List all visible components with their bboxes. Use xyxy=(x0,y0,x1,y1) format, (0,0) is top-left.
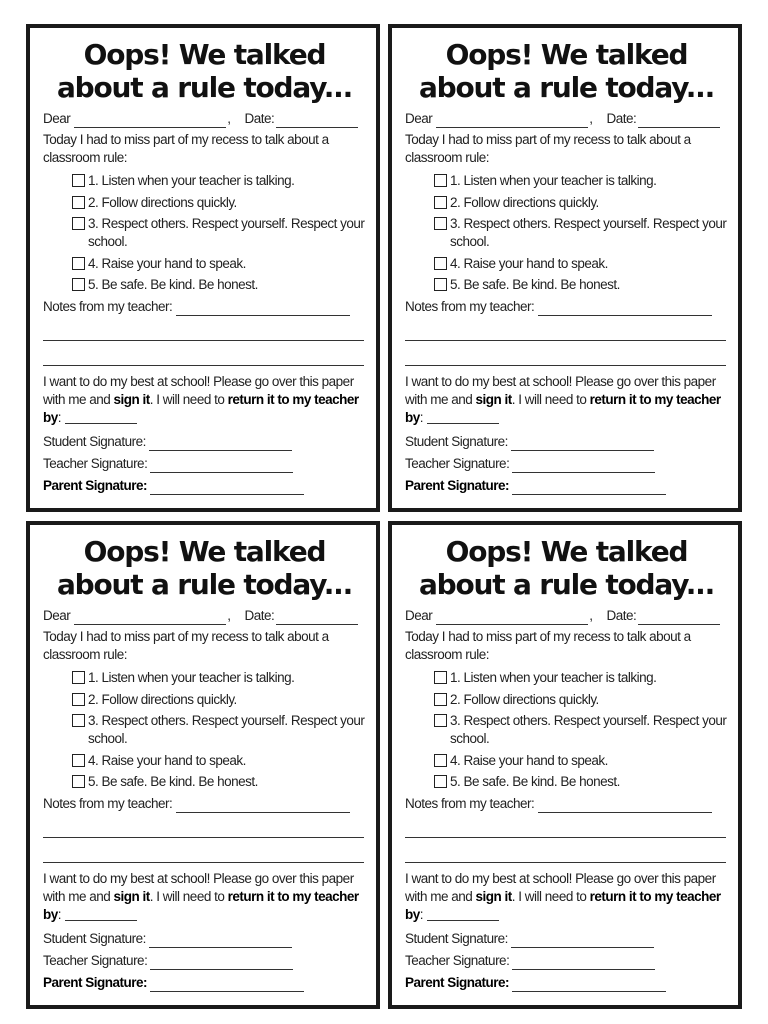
notes-label: Notes from my teacher: xyxy=(405,795,535,811)
notes-line-1[interactable] xyxy=(405,316,726,341)
checkbox[interactable] xyxy=(72,693,85,706)
student-signature-row xyxy=(405,433,728,451)
intro-text: Today I had to miss part of my recess to talk about a classroom rule: xyxy=(405,629,691,662)
closing-text xyxy=(405,373,728,427)
dear-blank[interactable] xyxy=(436,114,588,128)
rule-text: 3. Respect others. Respect yourself. Respect your school. xyxy=(450,713,727,746)
closing-part-1: I want to do my best at school! Please go over this paper with me and xyxy=(43,373,354,407)
dear-date-row: Dear , Date: xyxy=(405,607,728,625)
checkbox[interactable] xyxy=(434,196,447,209)
rule-item xyxy=(72,752,366,770)
notes-label: Notes from my teacher: xyxy=(405,298,535,314)
parent-signature-label: Parent Signature: xyxy=(43,974,148,990)
return-date-blank[interactable] xyxy=(65,410,137,424)
rule-item xyxy=(434,172,728,190)
notes-blank[interactable] xyxy=(538,799,712,813)
checkbox[interactable] xyxy=(72,754,85,767)
parent-signature-row xyxy=(405,974,728,992)
closing-part-3: : xyxy=(57,906,62,922)
student-signature-label: Student Signature: xyxy=(43,433,146,449)
checkbox[interactable] xyxy=(72,671,85,684)
checkbox[interactable] xyxy=(72,775,85,788)
teacher-signature-blank[interactable] xyxy=(150,459,293,473)
checkbox[interactable] xyxy=(72,257,85,270)
teacher-signature-label: Teacher Signature: xyxy=(405,952,510,968)
checkbox[interactable] xyxy=(72,174,85,187)
closing-text xyxy=(43,870,366,924)
rule-item xyxy=(72,194,366,212)
return-date-blank[interactable] xyxy=(427,907,499,921)
parent-signature-label: Parent Signature: xyxy=(405,974,510,990)
rule-text: 5. Be safe. Be kind. Be honest. xyxy=(450,277,620,292)
rule-text: 4. Raise your hand to speak. xyxy=(88,255,246,271)
rule-text: 2. Follow directions quickly. xyxy=(450,194,599,210)
notes-blank[interactable] xyxy=(176,799,350,813)
note-title: Oops! We talked about a rule today... xyxy=(418,535,715,601)
rule-text: 1. Listen when your teacher is talking. xyxy=(88,173,295,188)
checkbox[interactable] xyxy=(434,754,447,767)
rule-list xyxy=(434,669,728,791)
student-signature-row xyxy=(43,433,366,451)
teacher-signature-label: Teacher Signature: xyxy=(43,952,148,968)
checkbox[interactable] xyxy=(434,693,447,706)
note-card-bottom-left xyxy=(26,521,380,1009)
checkbox[interactable] xyxy=(434,671,447,684)
rule-item xyxy=(72,255,366,273)
checkbox[interactable] xyxy=(434,714,447,727)
student-signature-blank[interactable] xyxy=(511,437,654,451)
date-blank[interactable] xyxy=(276,611,358,625)
rule-text: 3. Respect others. Respect yourself. Respect your school. xyxy=(88,216,365,249)
rule-item xyxy=(434,712,728,748)
dear-blank[interactable] xyxy=(74,114,226,128)
rule-text: 5. Be safe. Be kind. Be honest. xyxy=(88,277,258,292)
note-title: Oops! We talked about a rule today... xyxy=(418,38,715,104)
date-label: Date: xyxy=(244,608,275,623)
rule-text: 4. Raise your hand to speak. xyxy=(88,752,246,768)
checkbox[interactable] xyxy=(434,257,447,270)
rule-item xyxy=(434,752,728,770)
parent-signature-blank[interactable] xyxy=(512,978,666,992)
teacher-signature-row xyxy=(43,455,366,473)
date-blank[interactable] xyxy=(276,114,358,128)
parent-signature-row xyxy=(43,477,366,495)
intro-text: Today I had to miss part of my recess to talk about a classroom rule: xyxy=(43,132,329,165)
note-title: Oops! We talked about a rule today... xyxy=(56,535,353,601)
date-label: Date: xyxy=(244,111,275,126)
rule-item xyxy=(72,712,366,748)
rule-text: 3. Respect others. Respect yourself. Respect your school. xyxy=(450,216,727,249)
closing-part-1: I want to do my best at school! Please go over this paper with me and xyxy=(43,870,354,904)
date-blank[interactable] xyxy=(638,114,720,128)
return-by-text: return it to my teacher by xyxy=(43,888,359,922)
parent-signature-blank[interactable] xyxy=(512,481,666,495)
intro-text: Today I had to miss part of my recess to talk about a classroom rule: xyxy=(405,132,691,165)
checkbox[interactable] xyxy=(434,174,447,187)
closing-part-2: . I will need to xyxy=(149,888,228,904)
closing-part-3: : xyxy=(419,409,424,425)
rule-item xyxy=(434,255,728,273)
teacher-signature-row xyxy=(405,455,728,473)
teacher-signature-blank[interactable] xyxy=(512,956,655,970)
closing-part-2: . I will need to xyxy=(511,391,590,407)
note-card-top-right xyxy=(388,24,742,512)
return-by-text: return it to my teacher by xyxy=(405,888,721,922)
notes-label: Notes from my teacher: xyxy=(43,795,173,811)
rule-item xyxy=(72,773,366,791)
rule-text: 1. Listen when your teacher is talking. xyxy=(450,173,657,188)
rule-text: 1. Listen when your teacher is talking. xyxy=(450,670,657,685)
rule-item xyxy=(72,172,366,190)
checkbox[interactable] xyxy=(434,775,447,788)
rule-item xyxy=(434,773,728,791)
parent-signature-row xyxy=(43,974,366,992)
closing-text xyxy=(405,870,728,924)
dear-date-row: Dear , Date: xyxy=(43,110,366,128)
teacher-signature-label: Teacher Signature: xyxy=(405,455,510,471)
notes-label: Notes from my teacher: xyxy=(43,298,173,314)
teacher-signature-blank[interactable] xyxy=(150,956,293,970)
return-date-blank[interactable] xyxy=(65,907,137,921)
student-signature-row xyxy=(43,930,366,948)
rule-item xyxy=(434,669,728,687)
checkbox[interactable] xyxy=(434,278,447,291)
rule-text: 2. Follow directions quickly. xyxy=(88,691,237,707)
note-card-top-left xyxy=(26,24,380,512)
rule-text: 3. Respect others. Respect yourself. Respect your school. xyxy=(88,713,365,746)
sign-it-text: sign it xyxy=(475,888,512,904)
date-label: Date: xyxy=(606,608,637,623)
rule-item xyxy=(434,194,728,212)
sign-it-text: sign it xyxy=(113,888,150,904)
dear-label: Dear xyxy=(43,608,71,623)
notes-line-2[interactable] xyxy=(43,341,364,366)
student-signature-blank[interactable] xyxy=(511,934,654,948)
notes-line-1[interactable] xyxy=(43,316,364,341)
teacher-signature-row xyxy=(405,952,728,970)
closing-text xyxy=(43,373,366,427)
rule-text: 2. Follow directions quickly. xyxy=(450,691,599,707)
closing-part-2: . I will need to xyxy=(511,888,590,904)
notes-row xyxy=(43,795,366,813)
notes-line-2[interactable] xyxy=(43,838,364,863)
dear-blank[interactable] xyxy=(74,611,226,625)
teacher-signature-row xyxy=(43,952,366,970)
notes-line-1[interactable] xyxy=(43,813,364,838)
rule-item xyxy=(434,691,728,709)
dear-label: Dear xyxy=(405,608,433,623)
dear-label: Dear xyxy=(405,111,433,126)
closing-part-3: : xyxy=(57,409,62,425)
date-blank[interactable] xyxy=(638,611,720,625)
notes-row xyxy=(405,298,728,316)
rule-list xyxy=(72,669,366,791)
rule-item xyxy=(72,276,366,294)
notes-row xyxy=(43,298,366,316)
student-signature-label: Student Signature: xyxy=(405,930,508,946)
closing-part-3: : xyxy=(419,906,424,922)
rule-text: 5. Be safe. Be kind. Be honest. xyxy=(450,774,620,789)
student-signature-label: Student Signature: xyxy=(405,433,508,449)
rule-text: 5. Be safe. Be kind. Be honest. xyxy=(88,774,258,789)
notes-blank[interactable] xyxy=(538,302,712,316)
return-by-text: return it to my teacher by xyxy=(43,391,359,425)
parent-signature-row xyxy=(405,477,728,495)
dear-date-row: Dear , Date: xyxy=(43,607,366,625)
rule-item xyxy=(72,669,366,687)
parent-signature-label: Parent Signature: xyxy=(43,477,148,493)
date-label: Date: xyxy=(606,111,637,126)
closing-part-1: I want to do my best at school! Please go over this paper with me and xyxy=(405,870,716,904)
checkbox[interactable] xyxy=(72,196,85,209)
rule-item xyxy=(72,215,366,251)
return-by-text: return it to my teacher by xyxy=(405,391,721,425)
checkbox[interactable] xyxy=(72,714,85,727)
parent-signature-blank[interactable] xyxy=(150,978,304,992)
note-card-bottom-right xyxy=(388,521,742,1009)
parent-signature-blank[interactable] xyxy=(150,481,304,495)
rule-text: 1. Listen when your teacher is talking. xyxy=(88,670,295,685)
checkbox[interactable] xyxy=(72,217,85,230)
rule-list xyxy=(72,172,366,294)
dear-date-row: Dear , Date: xyxy=(405,110,728,128)
closing-part-2: . I will need to xyxy=(149,391,228,407)
rule-item xyxy=(434,215,728,251)
sign-it-text: sign it xyxy=(475,391,512,407)
checkbox[interactable] xyxy=(434,217,447,230)
notes-line-1[interactable] xyxy=(405,813,726,838)
rule-list xyxy=(434,172,728,294)
rule-text: 2. Follow directions quickly. xyxy=(88,194,237,210)
rule-text: 4. Raise your hand to speak. xyxy=(450,255,608,271)
student-signature-label: Student Signature: xyxy=(43,930,146,946)
parent-signature-label: Parent Signature: xyxy=(405,477,510,493)
checkbox[interactable] xyxy=(72,278,85,291)
rule-item xyxy=(72,691,366,709)
teacher-signature-label: Teacher Signature: xyxy=(43,455,148,471)
rule-text: 4. Raise your hand to speak. xyxy=(450,752,608,768)
rule-item xyxy=(434,276,728,294)
closing-part-1: I want to do my best at school! Please go over this paper with me and xyxy=(405,373,716,407)
intro-text: Today I had to miss part of my recess to talk about a classroom rule: xyxy=(43,629,329,662)
dear-label: Dear xyxy=(43,111,71,126)
notes-blank[interactable] xyxy=(176,302,350,316)
student-signature-row xyxy=(405,930,728,948)
return-date-blank[interactable] xyxy=(427,410,499,424)
teacher-signature-blank[interactable] xyxy=(512,459,655,473)
note-title: Oops! We talked about a rule today... xyxy=(56,38,353,104)
sign-it-text: sign it xyxy=(113,391,150,407)
notes-row xyxy=(405,795,728,813)
notes-line-2[interactable] xyxy=(405,838,726,863)
student-signature-blank[interactable] xyxy=(149,437,292,451)
notes-line-2[interactable] xyxy=(405,341,726,366)
dear-blank[interactable] xyxy=(436,611,588,625)
student-signature-blank[interactable] xyxy=(149,934,292,948)
